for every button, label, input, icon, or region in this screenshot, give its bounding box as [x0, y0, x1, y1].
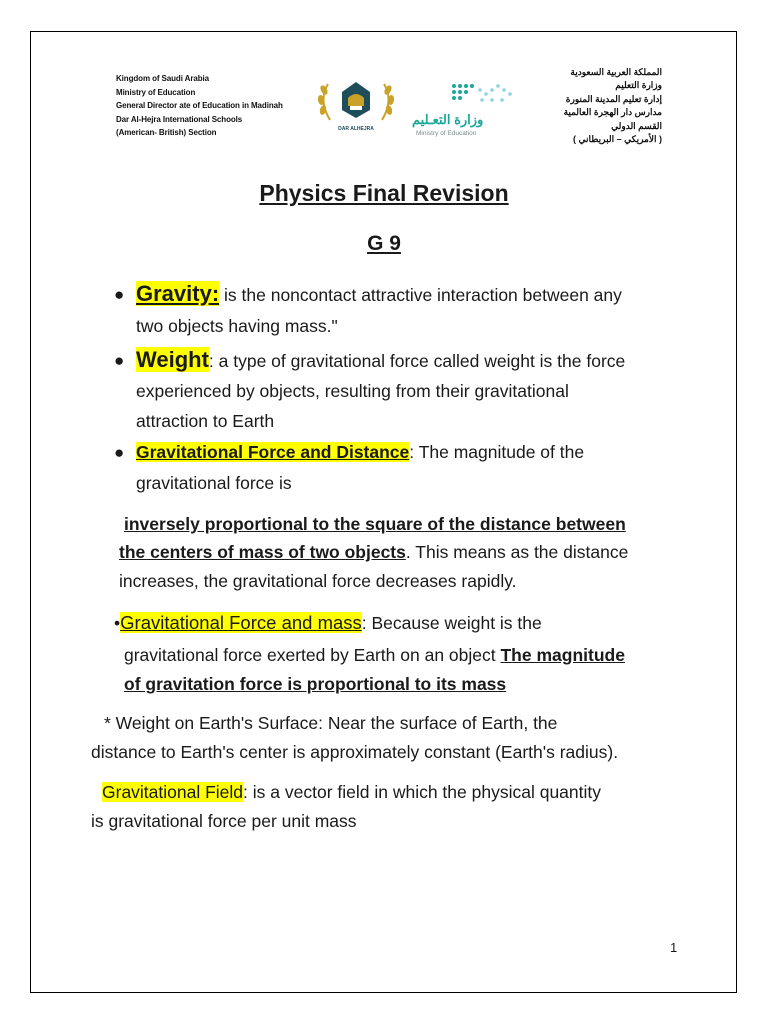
force-distance-bold: the centers of mass of two objects — [119, 542, 406, 562]
grade-heading: G 9 — [367, 232, 401, 255]
force-mass-line-1 — [114, 608, 542, 638]
header-right-line: القسم الدولي — [611, 120, 662, 131]
field-term: Gravitational Field — [102, 782, 244, 802]
force-distance-text: : The magnitude of the — [409, 442, 585, 462]
header-left-block — [116, 72, 283, 140]
school-logo — [314, 76, 398, 136]
force-mass-term: Gravitational Force and mass — [120, 612, 362, 633]
bullet-icon: ● — [114, 351, 125, 370]
force-distance-line-4 — [119, 537, 628, 567]
header-right-line: المملكة العربية السعودية — [570, 67, 662, 77]
force-distance-line-5: increases, the gravitational force decreases rapidly. — [119, 571, 517, 591]
force-mass-line-3: of gravitation force is proportional to its mass — [124, 674, 507, 694]
header-left-line: Dar Al-Hejra International Schools — [116, 114, 243, 124]
field-text: : is a vector field in which the physical quantity — [243, 782, 602, 802]
header-left-line: Kingdom of Saudi Arabia — [116, 74, 209, 83]
page-title: Physics Final Revision — [259, 180, 509, 206]
header-right-line: مدارس دار الهجرة العالمية — [563, 107, 662, 118]
surface-note-line-2: distance to Earth's center is approximately constant (Earth's radius). — [91, 742, 619, 762]
gravity-line-1 — [136, 279, 622, 310]
header-right-line: وزارة التعليم — [615, 80, 662, 91]
ministry-logo — [412, 80, 522, 140]
weight-term: Weight — [136, 347, 209, 372]
force-mass-bold: The magnitude — [500, 645, 625, 665]
header-right-block — [564, 66, 662, 146]
bullet-icon: ● — [114, 443, 125, 462]
force-mass-text: : Because weight is the — [361, 613, 542, 633]
gravity-text: is the noncontact attractive interaction between any — [219, 285, 622, 305]
page-number: 1 — [670, 940, 678, 955]
weight-text: : a type of gravitational force called weight is the force — [208, 351, 626, 371]
ministry-logo-arabic: وزارة التعـليم — [412, 112, 484, 127]
ministry-logo-english: Ministry of Education — [416, 130, 477, 137]
gravity-line-2: two objects having mass." — [136, 316, 338, 336]
force-mass-line-2 — [124, 640, 625, 670]
bullet-icon: • — [114, 613, 121, 633]
field-line-2: is gravitational force per unit mass — [91, 811, 357, 831]
surface-note-line-1: * Weight on Earth's Surface: Near the surface of Earth, the — [104, 713, 558, 733]
force-distance-rest: . This means as the distance — [405, 542, 629, 562]
header-left-line: (American- British) Section — [116, 128, 217, 138]
bullet-icon: ● — [114, 285, 125, 304]
weight-line-2: experienced by objects, resulting from their gravitational — [136, 381, 569, 401]
force-mass-plain: gravitational force exerted by Earth on an object — [124, 645, 501, 665]
header-right-line: ( الأمريكي – البريطاني ) — [573, 134, 662, 145]
force-distance-line-3: inversely proportional to the square of the distance between — [124, 514, 626, 534]
header-right-line: إدارة تعليم المدينة المنورة — [565, 93, 662, 104]
gravity-term: Gravity: — [136, 281, 220, 306]
weight-line-3: attraction to Earth — [136, 411, 275, 431]
field-line-1 — [102, 777, 601, 807]
force-distance-line-2: gravitational force is — [136, 473, 292, 493]
school-logo-text: DAR ALHEJRA — [338, 126, 374, 132]
header-left-line: General Director ate of Education in Madinah — [116, 101, 283, 111]
force-distance-term: Gravitational Force and Distance — [136, 442, 410, 462]
weight-line-1 — [136, 345, 625, 376]
header-left-line: Ministry of Education — [116, 87, 196, 97]
force-distance-line-1 — [136, 437, 584, 467]
